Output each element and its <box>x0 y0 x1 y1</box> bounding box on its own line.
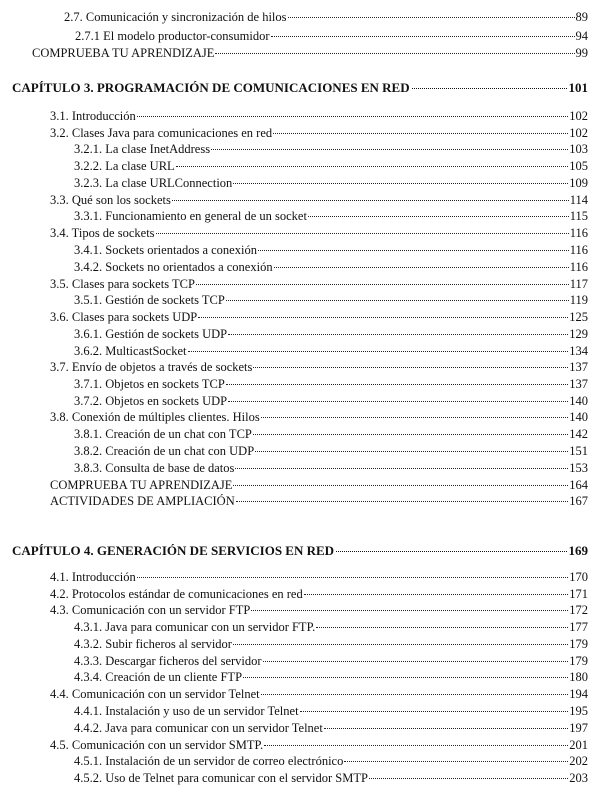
leader-dots <box>336 551 566 552</box>
leader-dots <box>176 166 569 167</box>
toc-entry-page: 140 <box>569 394 588 408</box>
toc-entry[interactable] <box>74 259 588 275</box>
toc-entry[interactable] <box>74 703 588 719</box>
toc-entry-title: 4.4.2. Java para comunicar con un servidor Telnet <box>74 721 323 735</box>
toc-entry-title: 3.8.3. Consulta de base de datos <box>74 461 235 475</box>
toc-entry-page: 179 <box>569 654 588 668</box>
toc-entry[interactable] <box>50 108 588 124</box>
leader-dots <box>233 183 568 184</box>
leader-dots <box>198 317 568 318</box>
toc-entry-page: 94 <box>575 29 588 43</box>
leader-dots <box>235 468 568 469</box>
leader-dots <box>271 36 575 37</box>
toc-entry-page: 203 <box>569 771 588 785</box>
leader-dots <box>228 401 568 402</box>
toc-entry-title: 3.3.1. Funcionamiento en general de un socket <box>74 209 307 223</box>
toc-entry-page: 201 <box>569 738 588 752</box>
toc-entry[interactable] <box>74 242 588 258</box>
leader-dots <box>324 728 568 729</box>
toc-entry[interactable] <box>50 569 588 585</box>
leader-dots <box>251 610 568 611</box>
toc-entry[interactable] <box>50 477 588 493</box>
leader-dots <box>137 116 569 117</box>
toc-entry-page: 116 <box>569 226 588 240</box>
toc-entry-title: 3.8. Conexión de múltiples clientes. Hilos <box>50 410 260 424</box>
toc-entry[interactable] <box>50 309 588 325</box>
toc-entry-page: 137 <box>569 360 588 374</box>
leader-dots <box>344 761 568 762</box>
toc-entry-page: 114 <box>569 193 588 207</box>
leader-dots <box>261 417 569 418</box>
leader-dots <box>188 351 569 352</box>
toc-entry[interactable] <box>32 45 588 61</box>
leader-dots <box>226 300 569 301</box>
leader-dots <box>369 778 568 779</box>
leader-dots <box>308 216 569 217</box>
toc-entry-page: 194 <box>569 687 588 701</box>
leader-dots <box>211 149 568 150</box>
leader-dots <box>274 267 569 268</box>
toc-entry-page: 119 <box>569 293 588 307</box>
toc-entry-title: 3.6. Clases para sockets UDP <box>50 310 198 324</box>
toc-entry-title: 4.1. Introducción <box>50 570 136 584</box>
toc-entry-title: 3.4.2. Sockets no orientados a conexión <box>74 260 273 274</box>
toc-entry[interactable] <box>74 393 588 409</box>
toc-entry-page: 197 <box>569 721 588 735</box>
toc-entry[interactable] <box>74 426 588 442</box>
leader-dots <box>263 661 569 662</box>
toc-entry-page: 164 <box>569 478 588 492</box>
toc-entry[interactable] <box>50 586 588 602</box>
toc-entry-title: 4.3.2. Subir ficheros al servidor <box>74 637 232 651</box>
toc-entry-title: 2.7.1 El modelo productor-consumidor <box>75 29 270 43</box>
toc-entry[interactable] <box>50 686 588 702</box>
toc-entry[interactable] <box>50 125 588 141</box>
toc-entry-title: 3.4.1. Sockets orientados a conexión <box>74 243 257 257</box>
toc-entry-title: 3.7.1. Objetos en sockets TCP <box>74 377 225 391</box>
toc-entry[interactable] <box>74 158 588 174</box>
chapter-heading[interactable] <box>12 79 588 97</box>
toc-entry[interactable] <box>74 376 588 392</box>
leader-dots <box>156 233 569 234</box>
leader-dots <box>236 501 569 502</box>
leader-dots <box>233 485 568 486</box>
toc-entry-title: COMPRUEBA TU APRENDIZAJE <box>50 478 233 492</box>
toc-entry[interactable] <box>74 460 588 476</box>
toc-entry-title: 4.4. Comunicación con un servidor Telnet <box>50 687 260 701</box>
toc-entry[interactable] <box>50 737 588 753</box>
toc-entry-page: 109 <box>569 176 588 190</box>
toc-entry[interactable] <box>75 28 588 44</box>
leader-dots <box>226 384 568 385</box>
toc-entry-title: 4.3.3. Descargar ficheros del servidor <box>74 654 262 668</box>
toc-entry-title: 4.3.1. Java para comunicar con un servidor FTP. <box>74 620 316 634</box>
chapter-title: CAPÍTULO 4. GENERACIÓN DE SERVICIOS EN RED <box>12 543 335 558</box>
toc-entry-title: 3.5.1. Gestión de sockets TCP <box>74 293 225 307</box>
leader-dots <box>172 200 569 201</box>
toc-entry-page: 99 <box>575 46 588 60</box>
toc-entry[interactable] <box>50 359 588 375</box>
leader-dots <box>258 250 569 251</box>
leader-dots <box>243 677 568 678</box>
toc-entry[interactable] <box>50 276 588 292</box>
toc-entry[interactable] <box>74 343 588 359</box>
leader-dots <box>253 367 568 368</box>
toc-entry-title: 3.2. Clases Java para comunicaciones en red <box>50 126 273 140</box>
toc-entry-title: 3.8.2. Creación de un chat con UDP <box>74 444 255 458</box>
toc-entry[interactable] <box>74 292 588 308</box>
toc-entry-title: COMPRUEBA TU APRENDIZAJE <box>32 46 215 60</box>
toc-entry-page: 142 <box>569 427 588 441</box>
leader-dots <box>253 434 568 435</box>
toc-entry-title: 3.4. Tipos de sockets <box>50 226 155 240</box>
leader-dots <box>255 451 568 452</box>
toc-entry[interactable] <box>50 225 588 241</box>
toc-entry-title: 4.5.2. Uso de Telnet para comunicar con el servidor SMTP <box>74 771 368 785</box>
chapter-title: CAPÍTULO 3. PROGRAMACIÓN DE COMUNICACIONES EN RED <box>12 80 410 95</box>
toc-entry-page: 134 <box>569 344 588 358</box>
toc-entry[interactable] <box>74 653 588 669</box>
toc-entry[interactable] <box>74 770 588 786</box>
leader-dots <box>316 627 568 628</box>
toc-entry[interactable] <box>74 636 588 652</box>
leader-dots <box>261 694 569 695</box>
toc-entry-page: 116 <box>569 243 588 257</box>
toc-entry[interactable] <box>50 493 588 509</box>
toc-entry-title: 2.7. Comunicación y sincronización de hilos <box>64 10 287 24</box>
toc-entry-page: 195 <box>569 704 588 718</box>
leader-dots <box>228 334 568 335</box>
toc-entry-page: 167 <box>569 494 588 508</box>
toc-entry-title: 4.3.4. Creación de un cliente FTP <box>74 670 243 684</box>
toc-entry-page: 89 <box>575 10 588 24</box>
toc-entry[interactable] <box>74 443 588 459</box>
toc-entry-page: 171 <box>569 587 588 601</box>
toc-entry[interactable] <box>50 409 588 425</box>
toc-entry-title: 3.7.2. Objetos en sockets UDP <box>74 394 228 408</box>
toc-entry-title: 4.2. Protocolos estándar de comunicaciones en red <box>50 587 303 601</box>
toc-entry-title: 3.3. Qué son los sockets <box>50 193 171 207</box>
toc-entry-title: 3.5. Clases para sockets TCP <box>50 277 195 291</box>
toc-entry-title: 4.5. Comunicación con un servidor SMTP. <box>50 738 264 752</box>
leader-dots <box>137 577 569 578</box>
toc-entry-page: 102 <box>569 126 588 140</box>
chapter-page: 101 <box>568 80 588 95</box>
toc-entry-title: 4.5.1. Instalación de un servidor de correo electrónico <box>74 754 344 768</box>
toc-entry-page: 180 <box>569 670 588 684</box>
toc-entry-title: 3.2.2. La clase URL <box>74 159 175 173</box>
leader-dots <box>196 284 569 285</box>
toc-entry-page: 115 <box>569 209 588 223</box>
chapter-page: 169 <box>568 543 588 558</box>
toc-entry-page: 105 <box>569 159 588 173</box>
chapter-heading[interactable] <box>12 542 588 560</box>
toc-entry[interactable] <box>74 326 588 342</box>
toc-entry-title: 3.8.1. Creación de un chat con TCP <box>74 427 252 441</box>
toc-entry-title: 3.7. Envío de objetos a través de sockets <box>50 360 253 374</box>
toc-entry-page: 129 <box>569 327 588 341</box>
toc-entry-page: 116 <box>569 260 588 274</box>
toc-entry[interactable] <box>74 720 588 736</box>
toc-entry-title: 3.6.1. Gestión de sockets UDP <box>74 327 228 341</box>
leader-dots <box>233 644 568 645</box>
toc-entry[interactable] <box>50 602 588 618</box>
toc-entry-title: 3.2.1. La clase InetAddress <box>74 142 211 156</box>
toc-entry[interactable] <box>74 753 588 769</box>
toc-entry-page: 102 <box>569 109 588 123</box>
toc-entry-title: 3.1. Introducción <box>50 109 136 123</box>
toc-entry-page: 172 <box>569 603 588 617</box>
toc-entry-page: 137 <box>569 377 588 391</box>
leader-dots <box>215 53 574 54</box>
toc-entry[interactable] <box>50 192 588 208</box>
toc-entry[interactable] <box>74 669 588 685</box>
toc-entry-title: 3.6.2. MulticastSocket <box>74 344 187 358</box>
toc-entry-page: 177 <box>569 620 588 634</box>
toc-entry-page: 151 <box>569 444 588 458</box>
toc-entry-title: 3.2.3. La clase URLConnection <box>74 176 233 190</box>
toc-entry[interactable] <box>74 208 588 224</box>
leader-dots <box>288 17 575 18</box>
toc-entry-page: 117 <box>569 277 588 291</box>
toc-entry-page: 202 <box>569 754 588 768</box>
toc-entry-title: ACTIVIDADES DE AMPLIACIÓN <box>50 494 235 508</box>
toc-entry-title: 4.3. Comunicación con un servidor FTP <box>50 603 251 617</box>
toc-entry-page: 103 <box>569 142 588 156</box>
toc-entry[interactable] <box>74 141 588 157</box>
toc-entry-title: 4.4.1. Instalación y uso de un servidor Telnet <box>74 704 299 718</box>
leader-dots <box>264 745 568 746</box>
toc-entry[interactable] <box>64 9 588 25</box>
toc-entry-page: 179 <box>569 637 588 651</box>
toc-entry[interactable] <box>74 175 588 191</box>
leader-dots <box>273 133 568 134</box>
toc-entry-page: 125 <box>569 310 588 324</box>
toc-entry-page: 170 <box>569 570 588 584</box>
toc-entry-page: 140 <box>569 410 588 424</box>
leader-dots <box>412 88 567 89</box>
leader-dots <box>300 711 569 712</box>
toc-entry[interactable] <box>74 619 588 635</box>
leader-dots <box>304 594 569 595</box>
toc-entry-page: 153 <box>569 461 588 475</box>
